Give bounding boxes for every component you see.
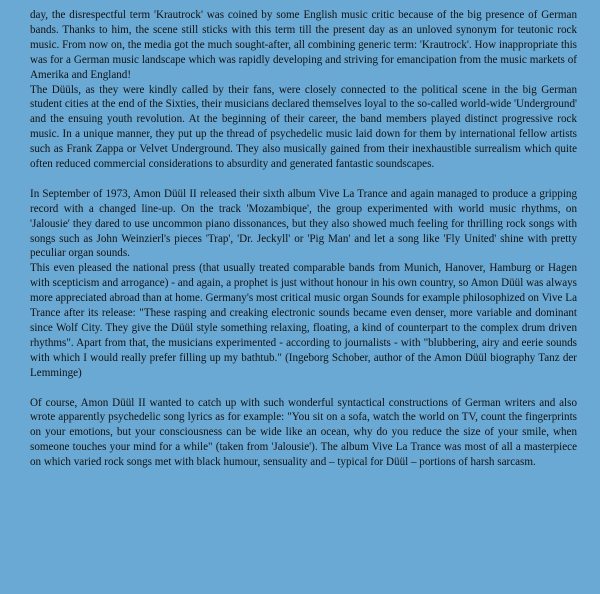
- paragraph-lyrics-sarcasm: Of course, Amon Düül II wanted to catch up with such wonderful syntactical constructions of German writers and also wrote apparently psychedelic song lyrics as for example: "You sit on a sofa, watch the world on TV, count the fingerprints on your emotions, but your consciousness can be wide like an ocean, why do you reduce the size of your smile, when someone touches your mind for a while" (taken from 'Jalousie'). The album Vive La Trance was most of all a masterpiece on which varied rock songs met with black humour, sensuality and – typical for Düül – portions of harsh sarcasm.: [30, 396, 577, 469]
- paragraph-press-reception: This even pleased the national press (that usually treated comparable bands from Munich, Hanover, Hamburg or Hagen with scepticism and arrogance) - and again, a prophet is just without honour in his own country, so Amon Düül was always more appreciated abroad than at home. Germany's most critical music organ Sounds for example philosophized on Vive La Trance after its release: "These rasping and creaking electronic sounds became even denser, more variable and dominant since Wolf City. They give the Düül style something relaxing, floating, a kind of counterpart to the complex drum driven rhythms". Apart from that, the musicians experimented - according to journalists - with "blubbering, airy and eerie sounds with which I would really prefer filling up my bathtub." (Ingeborg Schober, author of the Amon Düül biography Tanz der Lemminge): [30, 262, 577, 379]
- paragraph-duuls-underground: The Düüls, as they were kindly called by their fans, were closely connected to the political scene in the big German student cities at the end of the Sixties, their musicians declared themselves loyal to the so-called world-wide 'Underground' and the ensuing youth revolution. At the beginning of their career, the band members played distinct progressive rock music. In a unique manner, they put up the thread of psychedelic music laid down for them by international fellow artists such as Frank Zappa or Velvet Underground. They also musically gained from their inexhaustible surrealism which quite often reduced commercial considerations to absurdity and generated fantastic soundscapes.: [30, 83, 577, 171]
- document-page: [30, 8, 577, 470]
- paragraph-gap: [30, 381, 577, 396]
- paragraph-vive-la-trance: In September of 1973, Amon Düül II released their sixth album Vive La Trance and again managed to produce a gripping record with a changed line-up. On the track 'Mozambique', the group experimented with world music rhythms, on 'Jalousie' they dared to use uncommon piano dissonances, but they also showed much feeling for thrilling rock songs with songs such as John Weinzierl's pieces 'Trap', 'Dr. Jeckyll' or 'Pig Man' and let a song like 'Fly United' shine with pretty peculiar organ sounds.: [30, 187, 577, 260]
- paragraph-gap: [30, 172, 577, 187]
- paragraph-krautrock-term: day, the disrespectful term 'Krautrock' was coined by some English music critic because of the big presence of German bands. Thanks to him, the scene still sticks with this term till the present day as an unloved synonym for teutonic rock music. From now on, the media got the much sought-after, all combining generic term: 'Krautrock'. How inappropriate this was for a German music landscape which was rapidly developing and striving for emancipation from the music markets of Amerika and England!: [30, 9, 577, 81]
